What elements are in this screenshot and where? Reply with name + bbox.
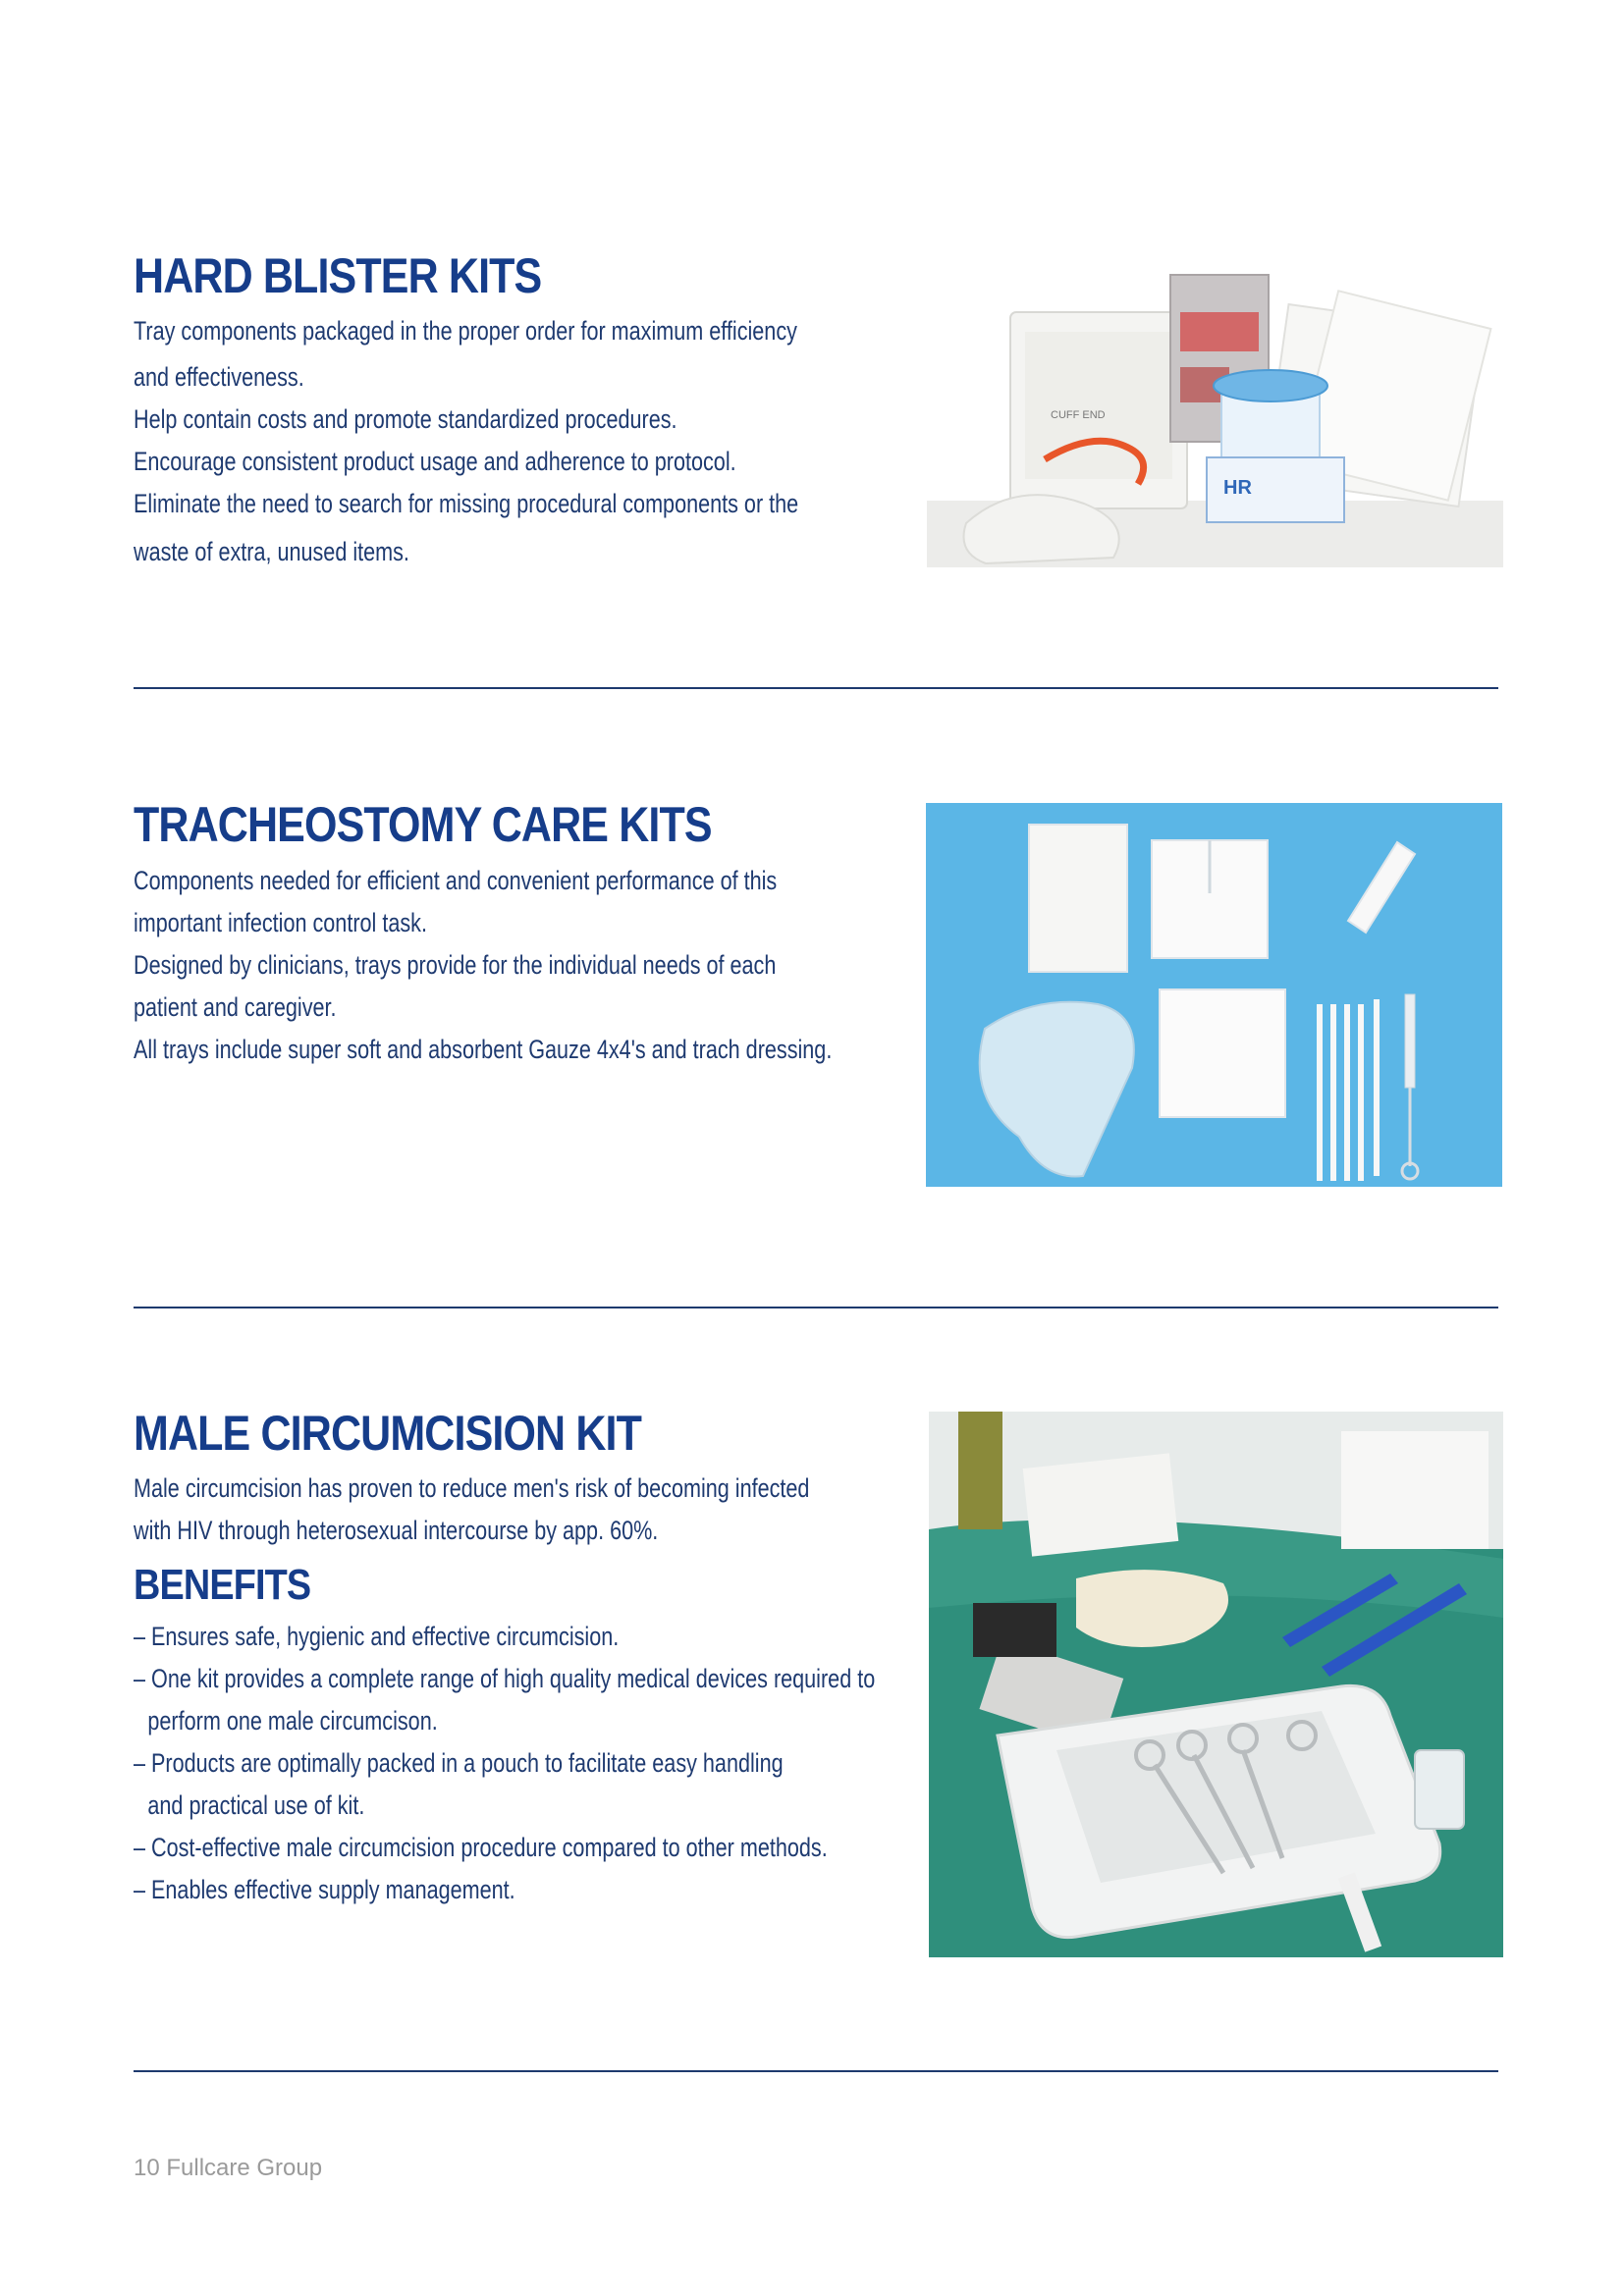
text-line: Male circumcision has proven to reduce men's risk of becoming infected: [134, 1473, 810, 1503]
text-line: Tray components packaged in the proper order for maximum efficiency: [134, 316, 797, 346]
text-line: Help contain costs and promote standardized procedures.: [134, 404, 677, 434]
section-divider: [134, 2070, 1498, 2072]
benefit-item: – Ensures safe, hygienic and effective circumcision.: [134, 1622, 620, 1651]
text-line: waste of extra, unused items.: [134, 537, 409, 566]
page-footer: 10 Fullcare Group: [134, 2155, 323, 2181]
benefit-item: perform one male circumcison.: [147, 1706, 438, 1735]
cuff-end-label: CUFF END: [1051, 409, 1106, 421]
section-divider: [134, 687, 1498, 689]
benefit-item: and practical use of kit.: [147, 1790, 365, 1820]
text-line: with HIV through heterosexual intercourse by app. 60%.: [134, 1516, 659, 1545]
male-circumcision-kit-description: [134, 1468, 809, 1552]
text-line: Eliminate the need to search for missing procedural components or the: [134, 489, 799, 518]
benefit-item: – One kit provides a complete range of high quality medical devices required to: [134, 1664, 876, 1693]
male-circumcision-kit-title: MALE CIRCUMCISION KIT: [134, 1406, 642, 1461]
tracheostomy-care-kits-description: [134, 860, 832, 1071]
hard-blister-kits-description: [134, 310, 798, 573]
benefit-item: – Cost-effective male circumcision procedure compared to other methods.: [134, 1833, 828, 1862]
section-divider: [134, 1307, 1498, 1308]
hard-blister-kit-photo: [927, 273, 1503, 567]
text-line: Designed by clinicians, trays provide for the individual needs of each: [134, 950, 777, 980]
text-line: important infection control task.: [134, 908, 427, 937]
text-line: Encourage consistent product usage and adherence to protocol.: [134, 447, 736, 476]
text-line: Components needed for efficient and convenient performance of this: [134, 866, 778, 895]
hard-blister-kits-title: HARD BLISTER KITS: [134, 248, 542, 303]
benefit-item: – Products are optimally packed in a pouch to facilitate easy handling: [134, 1748, 784, 1778]
text-line: and effectiveness.: [134, 362, 304, 392]
benefits-title: BENEFITS: [134, 1561, 311, 1609]
circumcision-kit-photo: [929, 1412, 1503, 1957]
benefit-item: – Enables effective supply management.: [134, 1875, 515, 1904]
hr-badge-label: HR: [1223, 477, 1252, 499]
text-line: patient and caregiver.: [134, 992, 337, 1022]
benefits-list: [134, 1616, 875, 1911]
tracheostomy-care-kits-title: TRACHEOSTOMY CARE KITS: [134, 797, 712, 852]
tracheostomy-kit-photo: [926, 803, 1502, 1187]
text-line: All trays include super soft and absorbent Gauze 4x4's and trach dressing.: [134, 1035, 833, 1064]
